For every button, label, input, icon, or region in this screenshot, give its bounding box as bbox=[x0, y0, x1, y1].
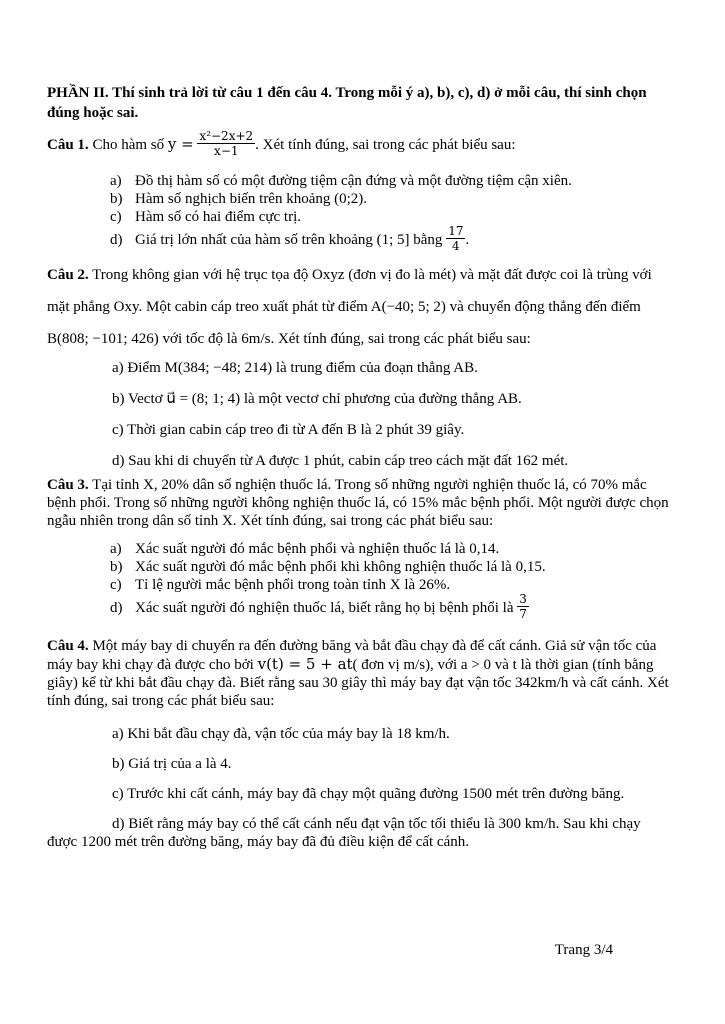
question-1-option-d bbox=[47, 226, 673, 255]
math-expression: v(t) = 5 + at bbox=[257, 655, 353, 673]
option-text: Thời gian cabin cáp treo đi từ A đến B là 2 phút 39 giây. bbox=[127, 422, 465, 438]
math-lhs: y = bbox=[167, 134, 194, 153]
option-marker: b) bbox=[112, 756, 125, 772]
question-3-option-d bbox=[47, 594, 673, 623]
option-text: Khi bắt đầu chạy đà, vận tốc của máy bay là 18 km/h. bbox=[127, 726, 450, 742]
option-text: Xác suất người đó mắc bệnh phổi khi không nghiện thuốc lá là 0,15. bbox=[135, 559, 546, 575]
fraction-numerator: 17 bbox=[448, 224, 464, 238]
fraction-denominator: x−1 bbox=[214, 144, 239, 158]
question-1-label: Câu 1. bbox=[47, 136, 89, 153]
question-3-option-a bbox=[47, 540, 673, 558]
option-text: Biết rằng máy bay có thể cất cánh nếu đạt vận tốc tối thiểu là 300 km/h. Sau khi chạy được 1200 mét trên đường băng, máy bay đã đủ điều kiện để cất cánh. bbox=[47, 816, 641, 850]
question-4-label: Câu 4. bbox=[47, 638, 89, 654]
page-number bbox=[555, 941, 613, 959]
option-marker: b) bbox=[110, 559, 123, 575]
question-2-label: Câu 2. bbox=[47, 267, 89, 283]
question-1-option-b bbox=[47, 190, 673, 208]
option-text: Vectơ u⃗ = (8; 1; 4) là một vectơ chỉ phương của đường thẳng AB. bbox=[127, 391, 522, 407]
option-marker: a) bbox=[110, 173, 122, 189]
option-text: Tỉ lệ người mắc bệnh phổi trong toàn tỉnh X là 26%. bbox=[135, 577, 451, 593]
option-marker: d) bbox=[110, 599, 123, 616]
fraction bbox=[446, 224, 465, 253]
option-marker: d) bbox=[110, 231, 123, 248]
option-marker: a) bbox=[112, 360, 124, 376]
question-1-intro bbox=[47, 131, 673, 160]
option-marker: a) bbox=[112, 726, 124, 742]
option-text: Trước khi cất cánh, máy bay đã chạy một quãng đường 1500 mét trên đường băng. bbox=[127, 786, 625, 802]
question-3-label: Câu 3. bbox=[47, 477, 89, 493]
option-text: Hàm số nghịch biến trên khoảng (0;2). bbox=[135, 191, 368, 207]
question-4-text-after: ( đơn vị m/s), với a > 0 và t là thời gian (tính bằng giây) kể từ khi bắt đầu chạy đà. Biết rằng sau 30 giây thì máy bay đạt vận tốc 342km/h và cất cánh. Xét tính đúng, sai trong các phát biểu sau: bbox=[47, 657, 669, 709]
option-text: Xác suất người đó mắc bệnh phổi và nghiện thuốc lá là 0,14. bbox=[135, 541, 500, 557]
option-marker: b) bbox=[112, 391, 125, 407]
option-marker: c) bbox=[112, 422, 124, 438]
option-text: Hàm số có hai điểm cực trị. bbox=[135, 209, 301, 225]
question-2-option-d bbox=[47, 452, 673, 470]
question-1-text-after: . Xét tính đúng, sai trong các phát biểu sau: bbox=[255, 136, 516, 153]
page-number-text: Trang 3/4 bbox=[554, 942, 613, 958]
section-header bbox=[47, 83, 673, 123]
question-3-intro bbox=[47, 476, 673, 530]
option-text: Sau khi di chuyển từ A được 1 phút, cabin cáp treo cách mặt đất 162 mét. bbox=[128, 453, 569, 469]
question-4-option-d bbox=[47, 815, 673, 851]
fraction-denominator: 7 bbox=[519, 607, 527, 621]
question-4-option-a bbox=[47, 725, 673, 743]
option-marker: c) bbox=[112, 786, 124, 802]
fraction-numerator: 3 bbox=[519, 592, 527, 606]
option-text: Xác suất người đó nghiện thuốc lá, biết rằng họ bị bệnh phổi là bbox=[135, 599, 518, 616]
option-marker: c) bbox=[110, 209, 122, 225]
question-2-text: Trong không gian với hệ trục tọa độ Oxyz (đơn vị đo là mét) và mặt đất được coi là trùng với mặt phẳng Oxy. Một cabin cáp treo xuất phát từ điểm A(−40; 5; 2) và chuyển động thẳng đến điểm B(808; −101; 426) với tốc độ là 6m/s. Xét tính đúng, sai trong các phát biểu sau: bbox=[47, 267, 652, 347]
question-2-intro bbox=[47, 259, 673, 355]
fraction-denominator: 4 bbox=[452, 239, 460, 253]
question-3-option-c bbox=[47, 576, 673, 594]
question-1-text: Cho hàm số bbox=[92, 136, 165, 153]
option-text: Đồ thị hàm số có một đường tiệm cận đứng và một đường tiệm cận xiên. bbox=[135, 173, 572, 189]
question-2-option-a bbox=[47, 359, 673, 377]
option-marker: b) bbox=[110, 191, 123, 207]
fraction bbox=[197, 129, 255, 158]
question-4-text: Một máy bay di chuyển ra đến đường băng và bắt đầu chạy đà để cất cánh. Giả sử vận tốc của máy bay khi chạy đà được cho bởi bbox=[47, 638, 657, 673]
option-text: Điểm M(384; −48; 214) là trung điểm của đoạn thẳng AB. bbox=[127, 360, 478, 376]
option-marker: c) bbox=[110, 577, 122, 593]
question-2-option-b bbox=[47, 390, 673, 408]
question-2-option-c bbox=[47, 421, 673, 439]
section-header-text: PHẦN II. Thí sinh trả lời từ câu 1 đến câu 4. Trong mỗi ý a), b), c), d) ở mỗi câu, thí sinh chọn đúng hoặc sai. bbox=[47, 85, 647, 121]
option-marker: d) bbox=[112, 816, 125, 832]
question-3-text: Tại tỉnh X, 20% dân số nghiện thuốc lá. Trong số những người nghiện thuốc lá, có 70% mắc bệnh phổi. Trong số những người không nghiện thuốc lá, có 15% mắc bệnh phổi. Một người được chọn ngẫu nhiên trong dân số tỉnh X. Xét tính đúng, sai trong các phát biểu sau: bbox=[47, 477, 669, 529]
option-marker: a) bbox=[110, 541, 122, 557]
option-text-after: . bbox=[465, 231, 470, 248]
question-4-option-c bbox=[47, 785, 673, 803]
fraction bbox=[517, 592, 529, 621]
option-text: Giá trị của a là 4. bbox=[128, 756, 232, 772]
question-3-option-b bbox=[47, 558, 673, 576]
question-4-option-b bbox=[47, 755, 673, 773]
question-4-intro bbox=[47, 637, 673, 710]
option-marker: d) bbox=[112, 453, 125, 469]
option-text: Giá trị lớn nhất của hàm số trên khoảng (1; 5] bằng bbox=[135, 231, 447, 248]
question-1-option-a bbox=[47, 172, 673, 190]
fraction-numerator: x²−2x+2 bbox=[199, 129, 254, 143]
question-1-option-c bbox=[47, 208, 673, 226]
